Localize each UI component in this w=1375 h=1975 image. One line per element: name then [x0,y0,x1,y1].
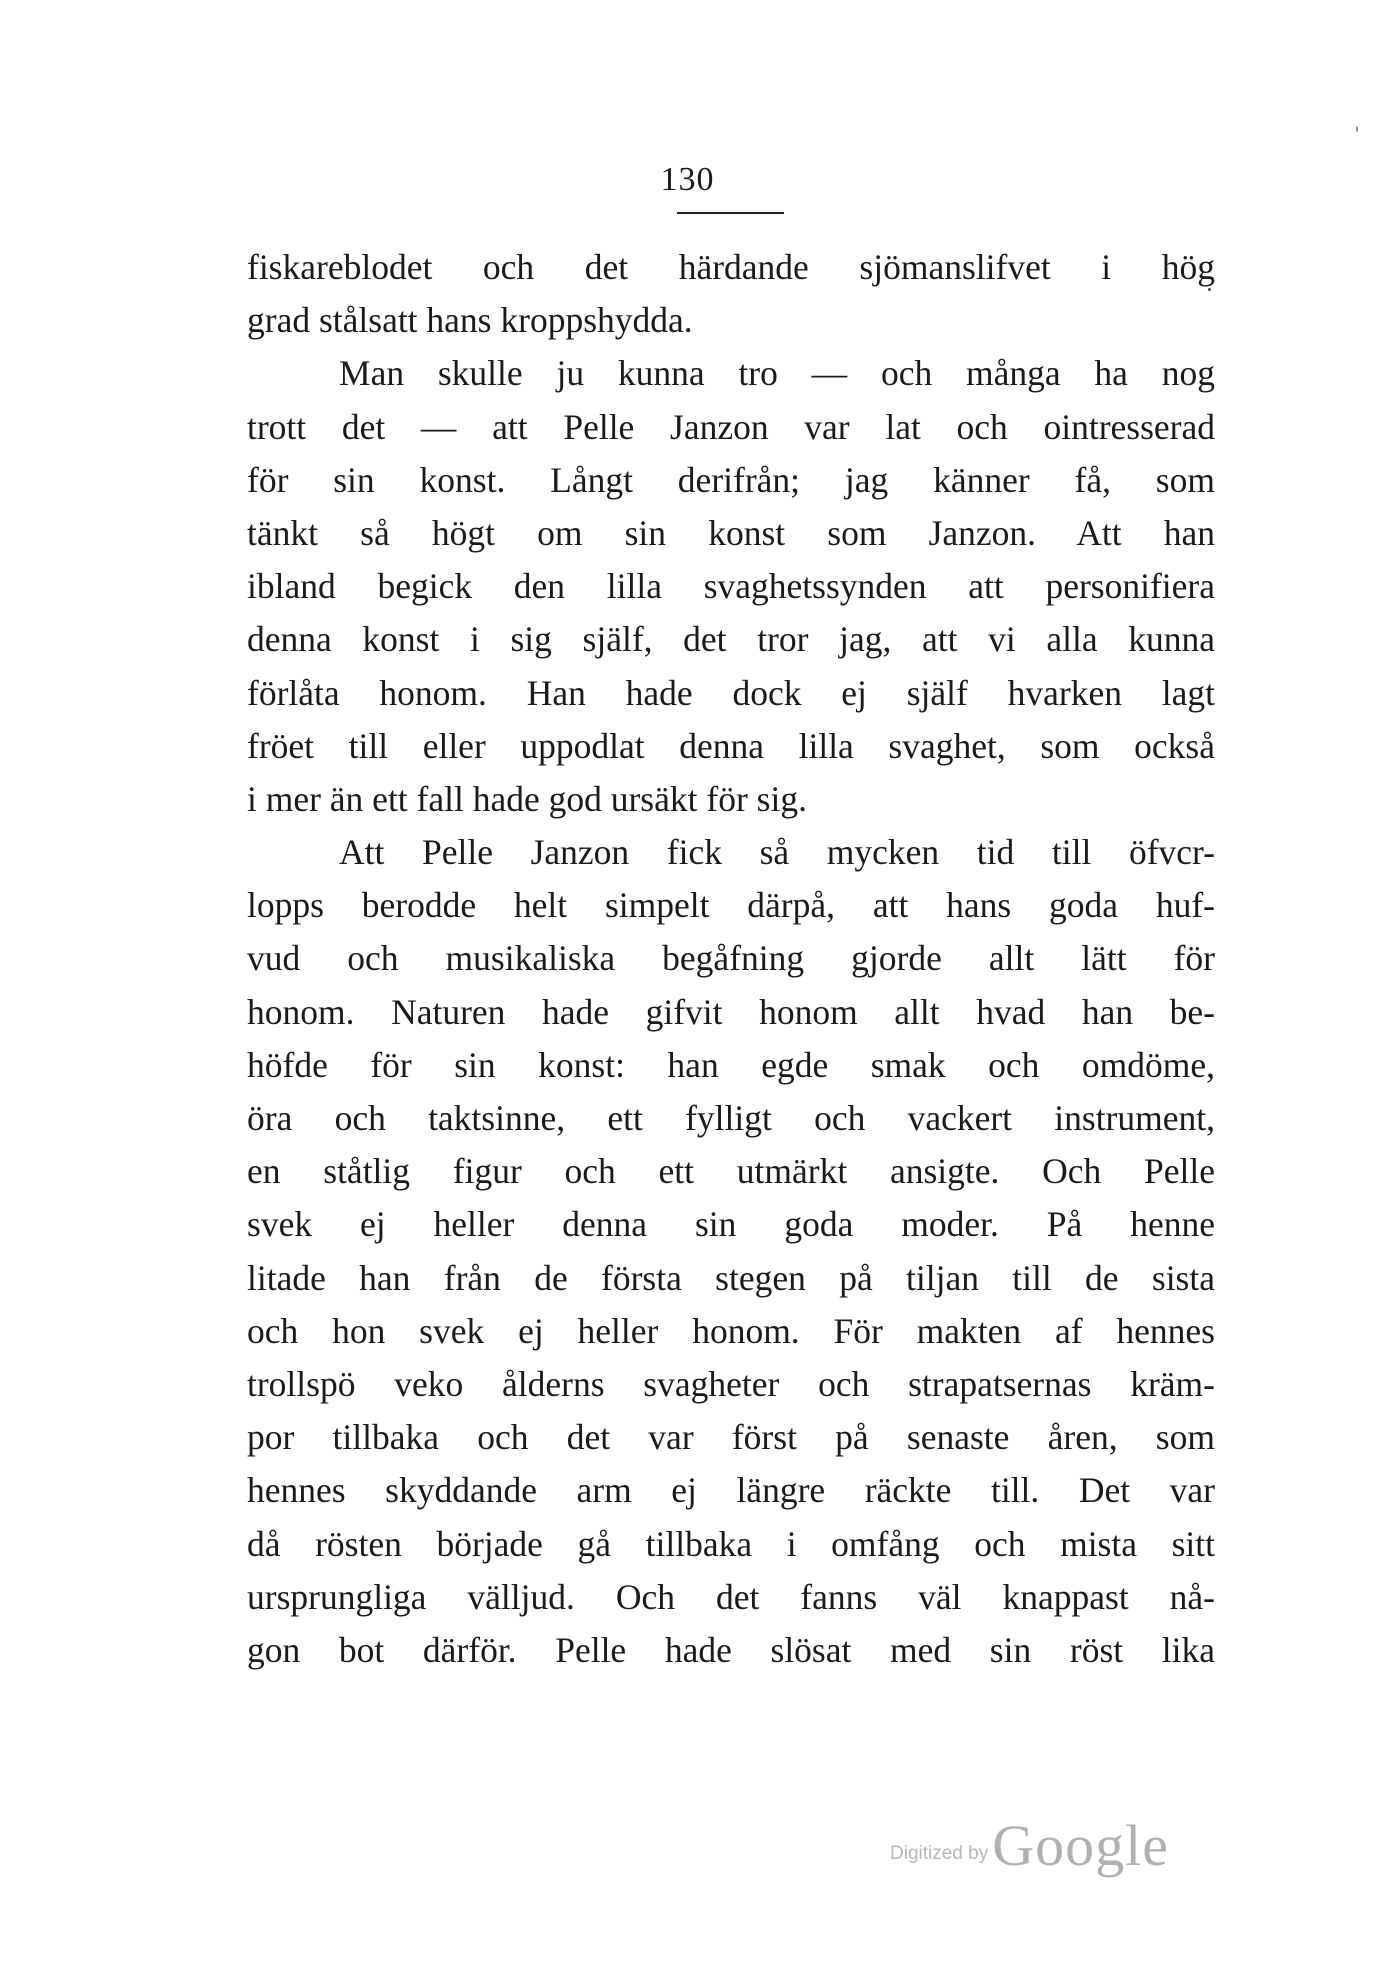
body-text [247,241,1215,1677]
text-line: öra och taktsinne, ett fylligt och vackert instrument, [247,1098,1215,1138]
text-line: svek ej heller denna sin goda moder. På henne [247,1204,1215,1245]
text-line: fröet till eller uppodlat denna lilla svaghet, som också [247,725,1215,766]
text-line: trott det — att Pelle Janzon var lat och ointresserad [247,406,1215,447]
text-line: då rösten började gå tillbaka i omfång och mista sitt [247,1523,1215,1564]
digitized-by-google-watermark [890,1812,1169,1879]
text-line: och hon svek ej heller honom. För makten af hennes [247,1310,1215,1351]
text-line: gon bot därför. Pelle hade slösat med sin röst lika [247,1629,1215,1670]
text-line: lopps berodde helt simpelt därpå, att hans goda huf- [247,885,1215,926]
page-number-rule [677,212,784,214]
text-line: hennes skyddande arm ej längre räckte till. Det var [247,1470,1215,1511]
text-line: i mer än ett fall hade god ursäkt för sig. [247,778,807,819]
text-line: Man skulle ju kunna tro — och många ha nog [339,353,1215,394]
text-line: grad stålsatt hans kroppshydda. [247,300,693,341]
text-line: ursprungliga välljud. Och det fanns väl knappast nå- [247,1576,1215,1617]
text-line: trollspö veko ålderns svagheter och strapatsernas kräm- [247,1363,1215,1404]
text-line: för sin konst. Långt derifrån; jag känner få, som [247,459,1215,500]
text-line: en ståtlig figur och ett utmärkt ansigte. Och Pelle [247,1151,1215,1192]
page-number: 130 [660,161,715,198]
google-logo: Google [992,1813,1169,1878]
text-line: litade han från de första stegen på tiljan till de sista [247,1257,1215,1298]
text-line: höfde för sin konst: han egde smak och omdöme, [247,1044,1215,1085]
margin-speck [1356,126,1358,132]
watermark-prefix: Digitized by [890,1843,989,1864]
text-line: förlåta honom. Han hade dock ej själf hvarken lagt [247,672,1215,713]
text-line: tänkt så högt om sin konst som Janzon. Att han [247,512,1215,553]
text-line: vud och musikaliska begåfning gjorde allt lätt för [247,938,1215,979]
text-line: fiskareblodet och det härdande sjömanslifvet i hög [247,247,1215,287]
text-line: honom. Naturen hade gifvit honom allt hvad han be- [247,991,1215,1032]
text-line: por tillbaka och det var först på senaste åren, som [247,1417,1215,1458]
text-line: denna konst i sig själf, det tror jag, att vi alla kunna [247,619,1215,660]
text-line: ibland begick den lilla svaghetssynden att personifiera [247,566,1215,607]
text-line: Att Pelle Janzon fick så mycken tid till öfvcr- [339,832,1215,873]
